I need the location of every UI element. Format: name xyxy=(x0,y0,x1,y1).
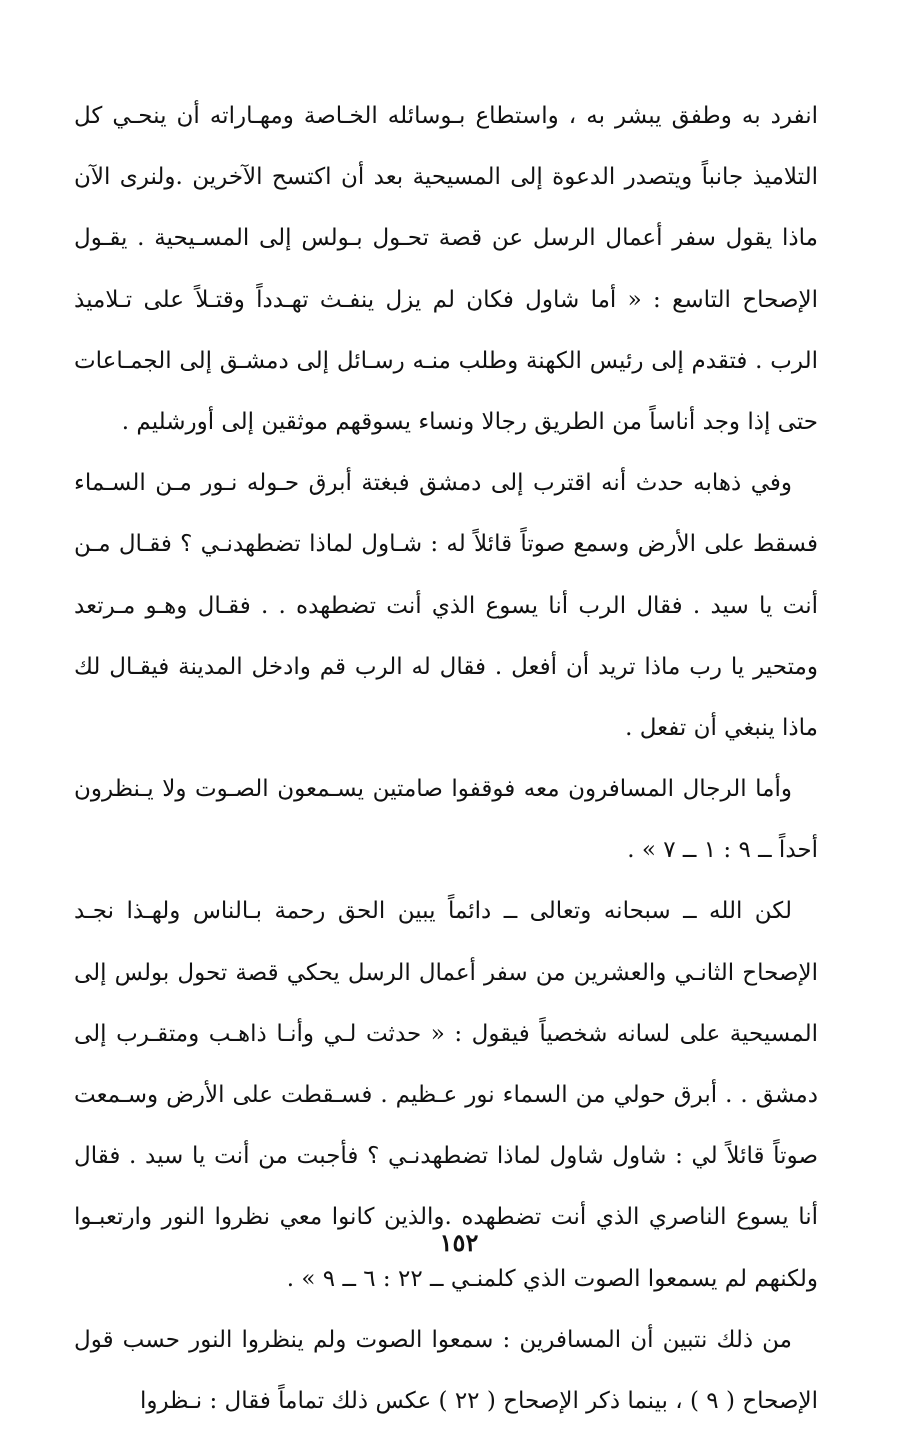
text-line: وأما الرجال المسافرون معه فوقفوا صامتين يسـمعون الصـوت ولا يـنظرون xyxy=(74,776,792,803)
text-line: ولكنهم لم يسمعوا الصوت الذي كلمنـي ــ ٢٢ : ٦ ــ ٩ » . xyxy=(286,1265,818,1292)
text-line: صوتاً قائلاً لي : شاول شاول لماذا تضطهدنـي ؟ فأجبت من أنت يا سيد . فقال xyxy=(74,1143,818,1170)
text-line: دمشق . . أبرق حولي من السماء نور عـظيم . فسـقطت على الأرض وسـمعت xyxy=(74,1082,818,1108)
text-line: وفي ذهابه حدث أنه اقترب إلى دمشق فبغتة أبرق حـوله نـور مـن السـماء xyxy=(74,470,792,497)
text-line: المسيحية على لسانه شخصياً فيقول : « حدثت لـي وأنـا ذاهـب ومتقـرب إلى xyxy=(74,1020,818,1047)
text-line: ماذا ينبغي أن تفعل . xyxy=(625,714,818,741)
text-line: فسقط على الأرض وسمع صوتاً قائلاً له : شـاول لماذا تضطهدنـي ؟ فقـال مـن xyxy=(74,531,818,558)
text-line: من ذلك نتبين أن المسافرين : سمعوا الصوت ولم ينظروا النور حسب قول xyxy=(74,1326,792,1353)
text-line: حتى إذا وجد أناساً من الطريق رجالا ونساء يسوقهم موثقين إلى أورشليم . xyxy=(121,408,818,435)
text-line: أحداً ــ ٩ : ١ ــ ٧ » . xyxy=(627,837,818,864)
text-line: الإصحاح ( ٩ ) ، بينما ذكر الإصحاح ( ٢٢ ) عكس ذلك تماماً فقال : نـظروا xyxy=(139,1387,818,1414)
text-line: الإصحاح التاسع : « أما شاول فكان لم يزل ينفـث تهـدداً وقتـلاً على تـلاميذ xyxy=(74,286,818,313)
paragraph xyxy=(74,1310,818,1432)
paragraph xyxy=(74,759,818,881)
text-line: أنت يا سيد . فقال الرب أنا يسوع الذي أنت تضطهده . . فقـال وهـو مـرتعد xyxy=(74,592,818,619)
text-line: انفرد به وطفق يبشر به ، واستطاع بـوسائله الخـاصة ومهـاراته أن ينحـي كل xyxy=(74,103,818,129)
paragraph xyxy=(74,453,818,759)
text-line: ومتحير يا رب ماذا تريد أن أفعل . فقال له الرب قم وادخل المدينة فيقـال لك xyxy=(74,653,818,680)
paragraph xyxy=(74,86,818,453)
text-line: أنا يسوع الناصري الذي أنت تضطهده .والذين كانوا معي نظروا النور وارتعبـوا xyxy=(74,1204,818,1231)
text-line: الإصحاح الثانـي والعشرين من سفر أعمال الرسل يحكي قصة تحول بولس إلى xyxy=(74,959,818,986)
text-line: الرب . فتقدم إلى رئيس الكهنة وطلب منـه رسـائل إلى دمشـق إلى الجمـاعات xyxy=(74,347,818,374)
text-line: التلاميذ جانباً ويتصدر الدعوة إلى المسيحية بعد أن اكتسح الآخرين .ولنرى الآن xyxy=(74,164,818,191)
text-line: لكن الله ــ سبحانه وتعالى ــ دائماً يبين الحق رحمة بـالناس ولهـذا نجـد xyxy=(74,898,792,925)
page-number: ١٥٢ xyxy=(439,1228,479,1257)
text-line: ماذا يقول سفر أعمال الرسل عن قصة تحـول بـولس إلى المسـيحية . يقـول xyxy=(74,225,818,252)
